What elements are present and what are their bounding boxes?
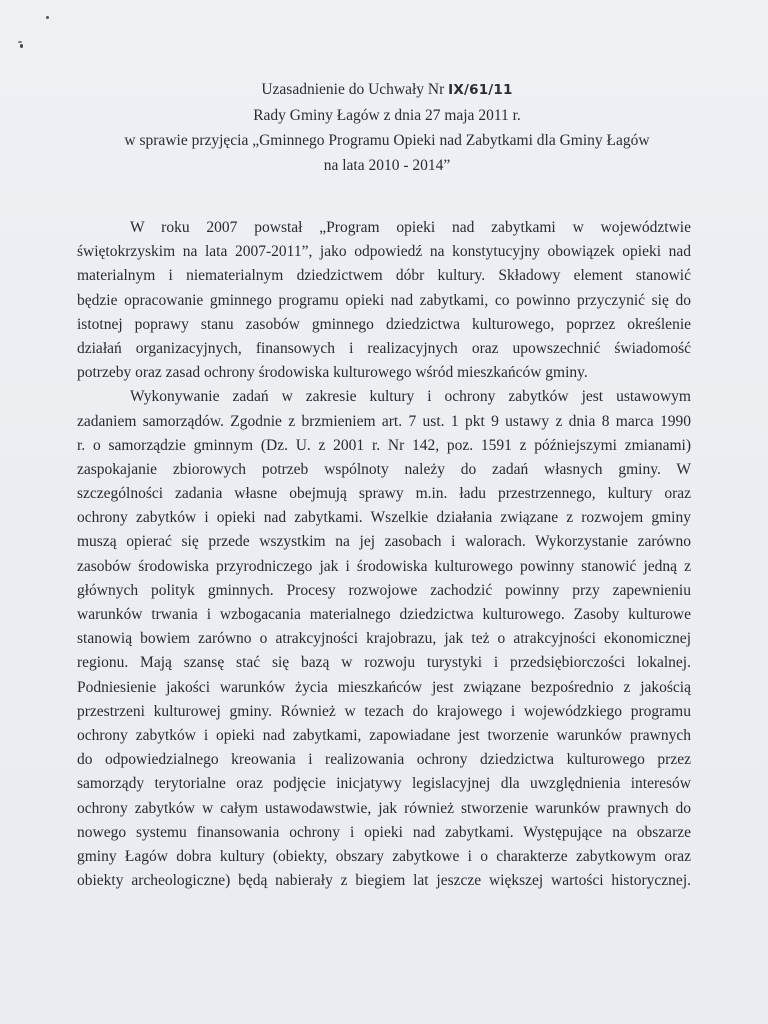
text-line: działań organizacyjnych, finansowych i realizacyjnych oraz upowszechnić świadomość [77,339,691,357]
paragraph-2 [77,385,691,893]
text-line: przestrzeni kulturowej gminy. Również w tezach do krajowego i wojewódzkiego programu [77,702,691,720]
text-line: gminy Łagów dobra kultury (obiekty, obszary zabytkowe i o charakterze zabytkowym oraz [77,847,691,865]
resolution-number: IX/61/11 [448,82,513,98]
paragraph-1 [77,216,691,385]
text-line: materialnym i niematerialnym dziedzictwem dóbr kultury. Składowy element stanowić [77,267,691,285]
text-line: istotnej poprawy stanu zasobów gminnego dziedzictwa kulturowego, poprzez określenie [77,315,691,333]
text-line: r. o samorządzie gminnym (Dz. U. z 2001 r. Nr 142, poz. 1591 z późniejszymi zmianami) [77,436,691,454]
scan-speck [20,44,23,48]
text-line: zasobów środowiska przyrodniczego jak i środowiska kulturowego powinny stanowić jedną z [77,557,691,575]
text-line: Wykonywanie zadań w zakresie kultury i ochrony zabytków jest ustawowym [130,388,691,406]
text-line: stanowią bowiem zarówno o atrakcyjności krajobrazu, jak też o atrakcyjności ekonomicznej [77,630,691,648]
text-line: świętokrzyskim na lata 2007-2011”, jako odpowiedź na konstytucyjny obowiązek opieki nad [77,243,691,261]
document-body [77,216,691,893]
text-line: będzie opracowanie gminnego programu opieki nad zabytkami, co powinno przyczynić się do [77,291,691,309]
text-line: do odpowiedzialnego kreowania i realizowania ochrony dziedzictwa kulturowego przez [77,751,691,769]
text-line: obiekty archeologiczne) będą nabierały z biegiem lat jeszcze większej wartości historycznej. [77,872,691,890]
document-title-line [3,79,768,101]
council-date-line: Rady Gminy Łagów z dnia 27 maja 2011 r. [253,107,521,124]
text-line: samorządy terytorialne oraz podjęcie inicjatywy legislacyjnej dla uwzględnienia interesów [77,775,691,793]
text-line: regionu. Mają szansę stać się bazą w rozwoju turystyki i przedsiębiorczości lokalnej. [77,654,691,672]
text-line: ochrony zabytków w całym ustawodawstwie, jak również stworzenie warunków prawnych do [77,799,691,817]
text-line: potrzeby oraz zasad ochrony środowiska kulturowego wśród mieszkańców gminy. [77,364,588,382]
text-line: zaspokajanie zbiorowych potrzeb wspólnoty należy do zadań własnych gminy. W [77,460,691,478]
title-prefix: Uzasadnienie do Uchwały Nr [261,81,449,98]
text-line: szczególności zadania własne obejmują sprawy m.in. ładu przestrzennego, kultury oraz [77,485,691,503]
text-line: nowego systemu finansowania ochrony i opieki nad zabytkami. Występujące na obszarze [77,823,691,841]
text-line: ochrony zabytków i opieki nad zabytkami, zapowiadane jest tworzenie warunków prawnych [77,726,691,744]
text-line: Podniesienie jakości warunków życia mieszkańców jest związane bezpośrednio z jakością [77,678,691,696]
text-line: zadaniem samorządów. Zgodnie z brzmieniem art. 7 ust. 1 pkt 9 ustawy z dnia 8 marca 1990 [77,412,691,430]
text-line: muszą opierać się przede wszystkim na jej zasobach i walorach. Wykorzystanie zarówno [77,533,691,551]
scan-speck [18,41,22,43]
program-years-line: na lata 2010 - 2014” [323,157,451,174]
scan-speck [46,16,49,19]
text-line: głównych polityk gminnych. Procesy rozwojowe zachodzić powinny przy zapewnieniu [77,581,691,599]
subject-line: w sprawie przyjęcia „Gminnego Programu Opieki nad Zabytkami dla Gminy Łagów [124,132,650,149]
text-line: W roku 2007 powstał „Program opieki nad zabytkami w województwie [130,219,691,236]
text-line: warunków trwania i wzbogacania materialnego dziedzictwa kulturowego. Zasoby kulturowe [77,606,691,623]
text-line: ochrony zabytków i opieki nad zabytkami. Wszelkie działania związane z rozwojem gminy [77,509,691,527]
